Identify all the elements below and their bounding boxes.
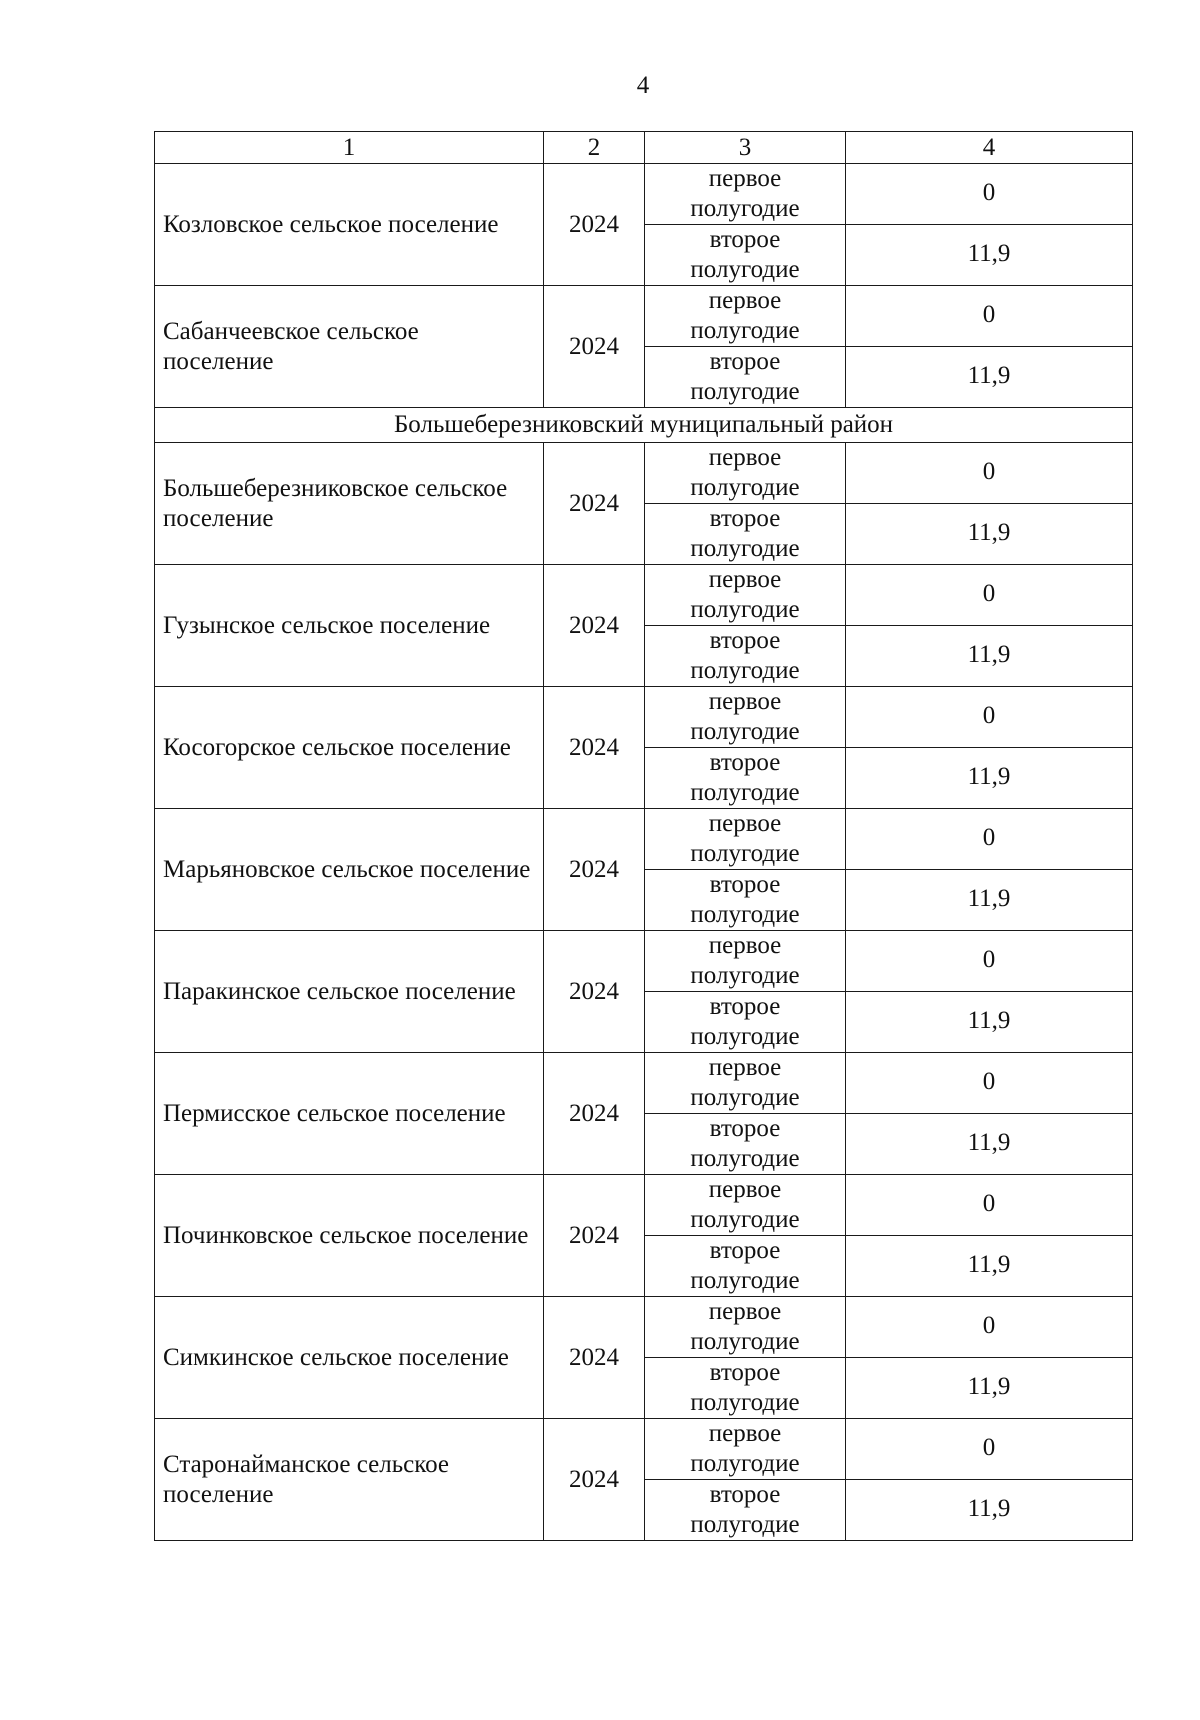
value-text: 0 xyxy=(982,1190,996,1217)
value-cell xyxy=(846,1053,1133,1114)
value-cell xyxy=(846,687,1133,748)
year-cell: 2024 xyxy=(544,286,645,408)
period-cell: первое полугодие xyxy=(645,809,846,870)
value-cell xyxy=(846,931,1133,992)
period-cell: первое полугодие xyxy=(645,687,846,748)
year-cell: 2024 xyxy=(544,164,645,286)
value-text: 11,9 xyxy=(967,641,1011,668)
period-cell: первое полугодие xyxy=(645,1175,846,1236)
period-cell: первое полугодие xyxy=(645,286,846,347)
period-cell: первое полугодие xyxy=(645,164,846,225)
period-cell: второе полугодие xyxy=(645,1236,846,1297)
period-cell: второе полугодие xyxy=(645,504,846,565)
settlement-name: Большеберезниковское сельское поселение xyxy=(155,443,544,565)
table-row xyxy=(155,687,1133,748)
table-row xyxy=(155,1419,1133,1480)
table-row xyxy=(155,809,1133,870)
period-cell: первое полугодие xyxy=(645,1297,846,1358)
settlement-name: Симкинское сельское поселение xyxy=(155,1297,544,1419)
year-cell: 2024 xyxy=(544,565,645,687)
period-cell: второе полугодие xyxy=(645,225,846,286)
value-cell xyxy=(846,1175,1133,1236)
value-cell xyxy=(846,748,1133,809)
settlement-name: Пермисское сельское поселение xyxy=(155,1053,544,1175)
value-text: 11,9 xyxy=(967,240,1011,267)
value-cell xyxy=(846,1419,1133,1480)
settlement-name: Починковское сельское поселение xyxy=(155,1175,544,1297)
settlement-name: Старонайманское сельское поселение xyxy=(155,1419,544,1541)
value-text: 0 xyxy=(982,179,996,206)
district-heading: Большеберезниковский муниципальный район xyxy=(155,408,1133,443)
settlement-name: Сабанчеевское сельское поселение xyxy=(155,286,544,408)
period-cell: второе полугодие xyxy=(645,347,846,408)
value-text: 0 xyxy=(982,1068,996,1095)
period-cell: первое полугодие xyxy=(645,565,846,626)
settlement-name: Гузынское сельское поселение xyxy=(155,565,544,687)
table-row xyxy=(155,1297,1133,1358)
year-cell: 2024 xyxy=(544,1053,645,1175)
value-cell xyxy=(846,809,1133,870)
value-cell xyxy=(846,1480,1133,1541)
column-header: 4 xyxy=(846,132,1133,164)
value-cell xyxy=(846,1114,1133,1175)
value-text: 0 xyxy=(982,1312,996,1339)
year-cell: 2024 xyxy=(544,809,645,931)
value-cell xyxy=(846,565,1133,626)
header-row xyxy=(155,132,1133,164)
value-cell xyxy=(846,1297,1133,1358)
value-text: 11,9 xyxy=(967,1129,1011,1156)
year-cell: 2024 xyxy=(544,1419,645,1541)
period-cell: второе полугодие xyxy=(645,626,846,687)
column-header: 3 xyxy=(645,132,846,164)
table-row xyxy=(155,286,1133,347)
value-cell xyxy=(846,286,1133,347)
value-text: 11,9 xyxy=(967,885,1011,912)
value-text: 0 xyxy=(982,458,996,485)
value-text: 11,9 xyxy=(967,362,1011,389)
period-cell: первое полугодие xyxy=(645,443,846,504)
value-text: 11,9 xyxy=(967,519,1011,546)
district-row xyxy=(155,408,1133,443)
value-text: 0 xyxy=(982,702,996,729)
value-cell xyxy=(846,992,1133,1053)
value-text: 0 xyxy=(982,824,996,851)
value-text: 11,9 xyxy=(967,1495,1011,1522)
page-number: 4 xyxy=(636,72,650,99)
table-row xyxy=(155,1175,1133,1236)
value-cell xyxy=(846,1358,1133,1419)
year-cell: 2024 xyxy=(544,1297,645,1419)
table-row xyxy=(155,565,1133,626)
period-cell: первое полугодие xyxy=(645,1053,846,1114)
period-cell: второе полугодие xyxy=(645,870,846,931)
year-cell: 2024 xyxy=(544,443,645,565)
value-cell xyxy=(846,164,1133,225)
settlement-name: Марьяновское сельское поселение xyxy=(155,809,544,931)
value-text: 0 xyxy=(982,946,996,973)
value-cell xyxy=(846,504,1133,565)
settlement-name: Косогорское сельское поселение xyxy=(155,687,544,809)
table-row xyxy=(155,443,1133,504)
value-cell xyxy=(846,347,1133,408)
value-cell xyxy=(846,1236,1133,1297)
period-cell: второе полугодие xyxy=(645,992,846,1053)
value-text: 0 xyxy=(982,1434,996,1461)
year-cell: 2024 xyxy=(544,931,645,1053)
year-cell: 2024 xyxy=(544,687,645,809)
value-text: 0 xyxy=(982,580,996,607)
period-cell: второе полугодие xyxy=(645,748,846,809)
settlements-table xyxy=(154,131,1133,1541)
value-cell xyxy=(846,626,1133,687)
value-text: 0 xyxy=(982,301,996,328)
value-text: 11,9 xyxy=(967,1251,1011,1278)
table-row xyxy=(155,1053,1133,1114)
period-cell: второе полугодие xyxy=(645,1480,846,1541)
settlement-name: Паракинское сельское поселение xyxy=(155,931,544,1053)
value-text: 11,9 xyxy=(967,763,1011,790)
year-cell: 2024 xyxy=(544,1175,645,1297)
settlement-name: Козловское сельское поселение xyxy=(155,164,544,286)
period-cell: первое полугодие xyxy=(645,931,846,992)
column-header: 1 xyxy=(155,132,544,164)
value-text: 11,9 xyxy=(967,1007,1011,1034)
value-cell xyxy=(846,870,1133,931)
period-cell: второе полугодие xyxy=(645,1358,846,1419)
column-header: 2 xyxy=(544,132,645,164)
period-cell: второе полугодие xyxy=(645,1114,846,1175)
table-row xyxy=(155,931,1133,992)
value-cell xyxy=(846,225,1133,286)
table-row xyxy=(155,164,1133,225)
period-cell: первое полугодие xyxy=(645,1419,846,1480)
value-cell xyxy=(846,443,1133,504)
value-text: 11,9 xyxy=(967,1373,1011,1400)
table-body xyxy=(155,164,1133,1541)
